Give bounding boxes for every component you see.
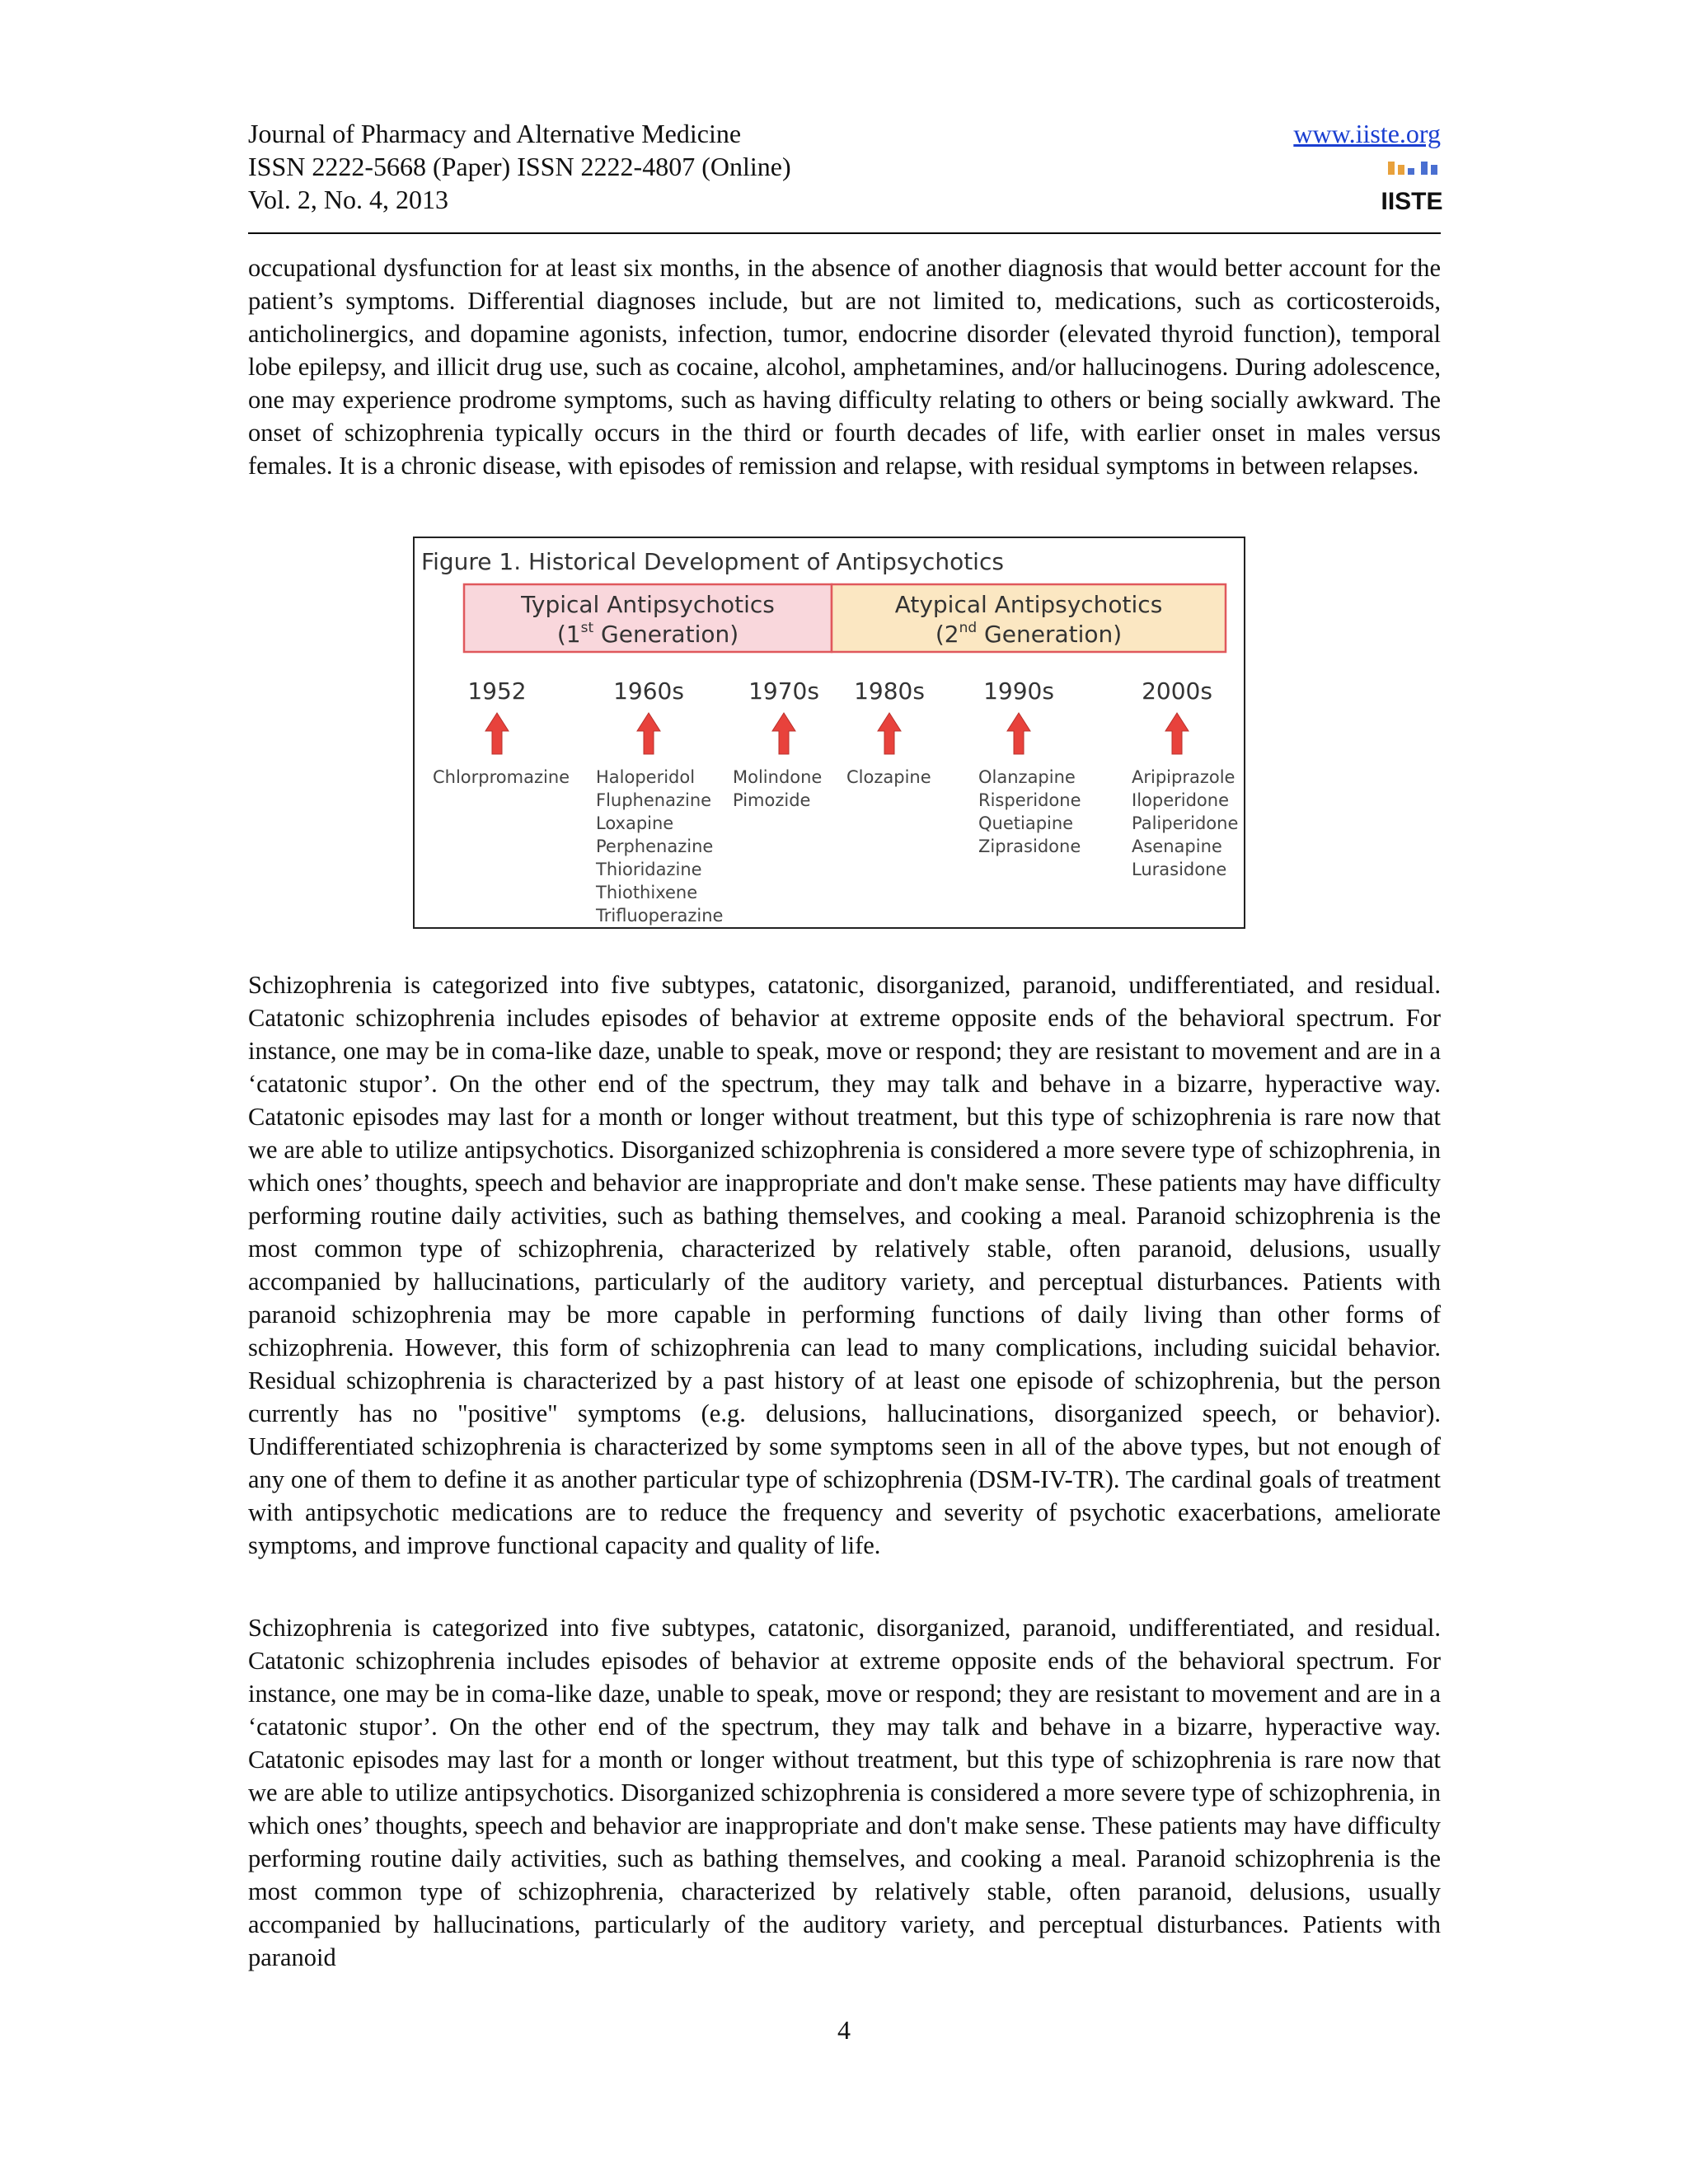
drug-name: Lurasidone bbox=[1132, 860, 1227, 879]
drug-name: Haloperidol bbox=[596, 767, 696, 787]
drug-name: Chlorpromazine bbox=[433, 767, 570, 787]
up-arrow-icon bbox=[1165, 713, 1189, 754]
era-year-label: 1952 bbox=[467, 677, 527, 705]
body-paragraph-2: Schizophrenia is categorized into five subtypes, catatonic, disorganized, paranoid, undifferentiated, and residual. Catatonic schizophrenia includes episodes of behavior at extreme opposite ends of the behavioral spectrum. For instance, one may be in coma-like daze, unable to speak, move or respond; they are resistant to movement and are in a ‘catatonic stupor’. On the other end of the spectrum, they may talk and behave in a bizarre, hyperactive way. Catatonic episodes may last for a month or longer without treatment, but this type of schizophrenia is rare now that we are able to utilize antipsychotics. Disorganized schizophrenia is considered a more severe type of schizophrenia, in which ones’ thoughts, speech and behavior are inappropriate and don't make sense. These patients may have difficulty performing routine daily activities, such as bathing themselves, and cooking a meal. Paranoid schizophrenia is the most common type of schizophrenia, characterized by relatively stable, often paranoid, delusions, usually accompanied by hallucinations, particularly of the auditory variety, and perceptual disturbances. Patients with paranoid schizophrenia may be more capable in performing functions of daily living than other forms of schizophrenia. However, this form of schizophrenia can lead to many complications, including suicidal behavior. Residual schizophrenia is characterized by a past history of at least one episode of schizophrenia, but the person currently has no "positive" symptoms (e.g. delusions, hallucinations, disorganized speech, or behavior). Undifferentiated schizophrenia is characterized by some symptoms seen in all of the above types, but not enough of any one of them to define it as another particular type of schizophrenia (DSM-IV-TR). The cardinal goals of treatment with antipsychotic medications are to reduce the frequency and severity of psychotic exacerbations, ameliorate symptoms, and improve functional capacity and quality of life. bbox=[248, 971, 1441, 1559]
figure-antipsychotics-timeline bbox=[413, 537, 1245, 929]
body-paragraph-1: occupational dysfunction for at least six months, in the absence of another diagnosis that would better account for the patient’s symptoms. Differential diagnoses include, but are not limited to, medications, such as corticosteroids, anticholinergics, and dopamine agonists, infection, tumor, endocrine disorder (elevated thyroid function), temporal lobe epilepsy, and illicit drug use, such as cocaine, alcohol, amphetamines, and/or hallucinogens. During adolescence, one may experience prodrome symptoms, such as having difficulty relating to others or being socially awkward. The onset of schizophrenia typically occurs in the third or fourth decades of life, with earlier onset in males versus females. It is a chronic disease, with episodes of remission and relapse, with residual symptoms in between relapses. bbox=[248, 254, 1441, 480]
drug-name: Olanzapine bbox=[978, 767, 1076, 787]
typical-generation-label: (1st Generation) bbox=[556, 620, 739, 648]
iiste-logo bbox=[1381, 158, 1443, 216]
journal-info bbox=[248, 117, 791, 216]
up-arrow-icon bbox=[637, 713, 660, 754]
era-year-label: 2000s bbox=[1142, 677, 1212, 705]
timeline-diagram bbox=[415, 538, 1243, 926]
up-arrow-icon bbox=[878, 713, 901, 754]
up-arrow-icon bbox=[1007, 713, 1030, 754]
drug-name: Thioridazine bbox=[596, 860, 702, 879]
drug-name: Iloperidone bbox=[1132, 790, 1230, 810]
figure-title: Figure 1. Historical Development of Antipsychotics bbox=[421, 548, 1004, 575]
drug-name: Pimozide bbox=[733, 790, 811, 810]
timeline-eras bbox=[433, 677, 1238, 926]
page-header bbox=[248, 117, 1441, 234]
era-year-label: 1960s bbox=[613, 677, 684, 705]
drug-name: Risperidone bbox=[978, 790, 1081, 810]
drug-name: Quetiapine bbox=[978, 813, 1074, 833]
page-number: 4 bbox=[837, 2015, 851, 2045]
atypical-generation-label: (2nd Generation) bbox=[935, 620, 1123, 648]
typical-label: Typical Antipsychotics bbox=[521, 591, 775, 618]
era-year-label: 1980s bbox=[854, 677, 925, 705]
journal-url-link[interactable]: www.iiste.org bbox=[1293, 119, 1441, 148]
journal-issn: ISSN 2222-5668 (Paper) ISSN 2222-4807 (Online) bbox=[248, 152, 791, 181]
era-year-label: 1970s bbox=[748, 677, 819, 705]
drug-name: Asenapine bbox=[1132, 837, 1222, 856]
drug-name: Aripiprazole bbox=[1132, 767, 1236, 787]
drug-name: Clozapine bbox=[846, 767, 931, 787]
drug-name: Molindone bbox=[733, 767, 823, 787]
drug-name: Paliperidone bbox=[1132, 813, 1239, 833]
journal-title: Journal of Pharmacy and Alternative Medicine bbox=[248, 119, 742, 148]
body-paragraph-3: Schizophrenia is categorized into five subtypes, catatonic, disorganized, paranoid, undifferentiated, and residual. Catatonic schizophrenia includes episodes of behavior at extreme opposite ends of the behavioral spectrum. For instance, one may be in coma-like daze, unable to speak, move or respond; they are resistant to movement and are in a ‘catatonic stupor’. On the other end of the spectrum, they may talk and behave in a bizarre, hyperactive way. Catatonic episodes may last for a month or longer without treatment, but this type of schizophrenia is rare now that we are able to utilize antipsychotics. Disorganized schizophrenia is considered a more severe type of schizophrenia, in which ones’ thoughts, speech and behavior are inappropriate and don't make sense. These patients may have difficulty performing routine daily activities, such as bathing themselves, and cooking a meal. Paranoid schizophrenia is the most common type of schizophrenia, characterized by relatively stable, often paranoid, delusions, usually accompanied by hallucinations, particularly of the auditory variety, and perceptual disturbances. Patients with paranoid bbox=[248, 1614, 1441, 1971]
era-year-label: 1990s bbox=[983, 677, 1054, 705]
up-arrow-icon bbox=[772, 713, 795, 754]
up-arrow-icon bbox=[485, 713, 509, 754]
drug-name: Trifluoperazine bbox=[596, 906, 724, 926]
svg-text:IISTE: IISTE bbox=[1381, 188, 1443, 215]
drug-name: Fluphenazine bbox=[596, 790, 712, 810]
drug-name: Loxapine bbox=[596, 813, 674, 833]
drug-name: Perphenazine bbox=[596, 837, 714, 856]
atypical-label: Atypical Antipsychotics bbox=[894, 591, 1163, 618]
drug-name: Ziprasidone bbox=[978, 837, 1081, 856]
drug-name: Thiothixene bbox=[596, 883, 698, 902]
journal-volume: Vol. 2, No. 4, 2013 bbox=[248, 185, 448, 214]
